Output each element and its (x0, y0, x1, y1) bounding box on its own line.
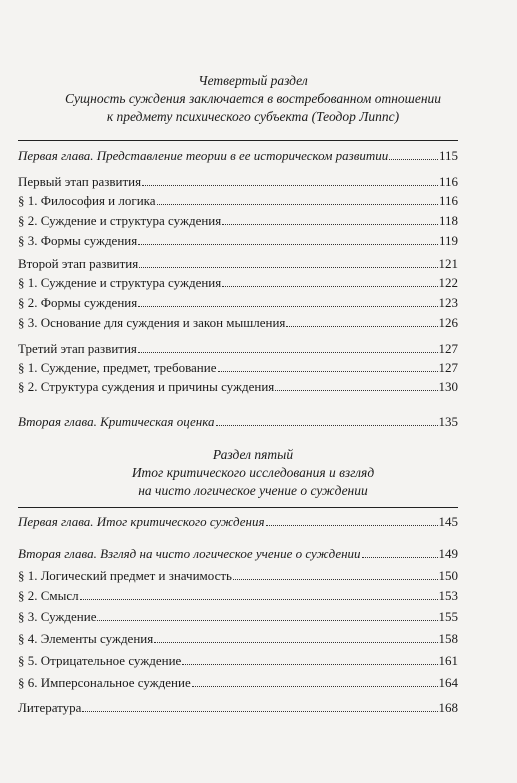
toc-leader (182, 664, 437, 665)
toc-entry-page: 121 (438, 256, 458, 271)
toc-entry-page: 122 (438, 275, 458, 290)
toc-leader (138, 244, 438, 245)
toc-entry-label: § 5. Отрицательное суждение (18, 653, 182, 668)
toc-entry[interactable] (18, 173, 458, 190)
toc-leader (275, 390, 437, 391)
toc-entry-label: § 3. Основание для суждения и закон мышления (18, 315, 286, 330)
toc-entry-label: § 3. Формы суждения (18, 233, 138, 248)
section-5-title: Раздел пятый (212, 447, 294, 462)
toc-leader (82, 711, 437, 712)
toc-entry-page: 155 (438, 609, 458, 624)
section-5-subtitle-line-1: Итог критического исследования и взгляд (131, 465, 375, 480)
section-5-rule (18, 507, 458, 508)
toc-entry-page: 149 (438, 546, 458, 561)
toc-entry-page: 161 (438, 653, 458, 668)
toc-entry-page: 130 (438, 379, 458, 394)
toc-entry-page: 126 (438, 315, 458, 330)
toc-entry-label: § 2. Структура суждения и причины суждения (18, 379, 275, 394)
toc-entry-label: Первая глава. Итог критического суждения (18, 514, 265, 529)
toc-entry-page: 158 (438, 631, 458, 646)
section-5-subtitle-line-2: на чисто логическое учение о суждении (138, 483, 368, 498)
toc-entry-label: § 2. Формы суждения (18, 295, 138, 310)
toc-entry-page: 127 (438, 360, 458, 375)
toc-entry-label: Вторая глава. Взгляд на чисто логическое учение о суждении (18, 546, 361, 561)
toc-entry[interactable] (18, 192, 458, 209)
toc-entry[interactable] (18, 545, 458, 562)
toc-entry[interactable] (18, 314, 458, 331)
toc-entry-label: Первый этап развития (18, 174, 142, 189)
toc-entry-label: Первая глава. Представление теории в ее историческом развитии (18, 148, 389, 163)
toc-entry-page: 153 (438, 588, 458, 603)
toc-leader (80, 599, 438, 600)
toc-leader (362, 557, 438, 558)
toc-entry-page: 150 (438, 568, 458, 583)
toc-entry-label: Литература (18, 700, 82, 715)
toc-leader (389, 159, 438, 160)
toc-leader (233, 579, 438, 580)
toc-entry[interactable] (18, 232, 458, 249)
toc-entry-page: 135 (438, 414, 458, 429)
toc-leader (266, 525, 438, 526)
toc-entry-page: 116 (438, 174, 458, 189)
toc-leader (138, 306, 437, 307)
toc-entry-label: Второй этап развития (18, 256, 139, 271)
toc-entry-label: § 6. Имперсональное суждение (18, 675, 191, 690)
toc-entry-label: § 1. Суждение, предмет, требование (18, 360, 217, 375)
toc-leader (216, 425, 438, 426)
toc-leader (286, 326, 437, 327)
toc-leader (192, 686, 438, 687)
toc-entry-label: § 1. Философия и логика (18, 193, 156, 208)
toc-leader (157, 204, 438, 205)
toc-entry[interactable] (18, 630, 458, 647)
toc-entry[interactable] (18, 567, 458, 584)
section-4-title: Четвертый раздел (198, 73, 308, 88)
toc-entry-page: 145 (438, 514, 458, 529)
toc-leader (222, 224, 438, 225)
toc-entry[interactable] (18, 413, 458, 430)
toc-entry[interactable] (18, 587, 458, 604)
toc-entry[interactable] (18, 608, 458, 625)
toc-entry-label: § 4. Элементы суждения (18, 631, 154, 646)
toc-leader (138, 352, 438, 353)
toc-entry[interactable] (18, 674, 458, 691)
toc-entry-label: § 2. Суждение и структура суждения (18, 213, 222, 228)
toc-entry-label: § 1. Суждение и структура суждения (18, 275, 222, 290)
toc-entry[interactable] (18, 212, 458, 229)
toc-entry[interactable] (18, 294, 458, 311)
toc-leader (142, 185, 438, 186)
toc-entry-label: § 3. Суждение (18, 609, 97, 624)
section-4-rule (18, 140, 458, 141)
toc-entry-page: 119 (438, 233, 458, 248)
toc-leader (218, 371, 438, 372)
toc-entry[interactable] (18, 359, 458, 376)
toc-entry-page: 164 (438, 675, 458, 690)
toc-entry[interactable] (18, 513, 458, 530)
toc-entry-page: 115 (438, 148, 458, 163)
toc-entry[interactable] (18, 378, 458, 395)
toc-entry-page: 118 (438, 213, 458, 228)
toc-leader (154, 642, 437, 643)
toc-entry[interactable] (18, 147, 458, 164)
toc-entry-label: Третий этап развития (18, 341, 137, 356)
section-4-subtitle-line-2: к предмету психического субъекта (Теодор Липпс) (106, 109, 400, 124)
toc-entry[interactable] (18, 274, 458, 291)
toc-entry-page: 116 (438, 193, 458, 208)
toc-entry[interactable] (18, 340, 458, 357)
toc-entry[interactable] (18, 652, 458, 669)
toc-entry-page: 168 (438, 700, 458, 715)
toc-entry-page: 127 (438, 341, 458, 356)
section-4-subtitle-line-1: Сущность суждения заключается в востребованном отношении (64, 91, 442, 106)
toc-entry[interactable] (18, 255, 458, 272)
toc-entry-label: § 1. Логический предмет и значимость (18, 568, 232, 583)
toc-leader (222, 286, 437, 287)
toc-entry-label: § 2. Смысл (18, 588, 79, 603)
toc-entry[interactable] (18, 699, 458, 716)
toc-leader (97, 620, 437, 621)
toc-entry-page: 123 (438, 295, 458, 310)
toc-entry-label: Вторая глава. Критическая оценка (18, 414, 215, 429)
toc-leader (139, 267, 437, 268)
